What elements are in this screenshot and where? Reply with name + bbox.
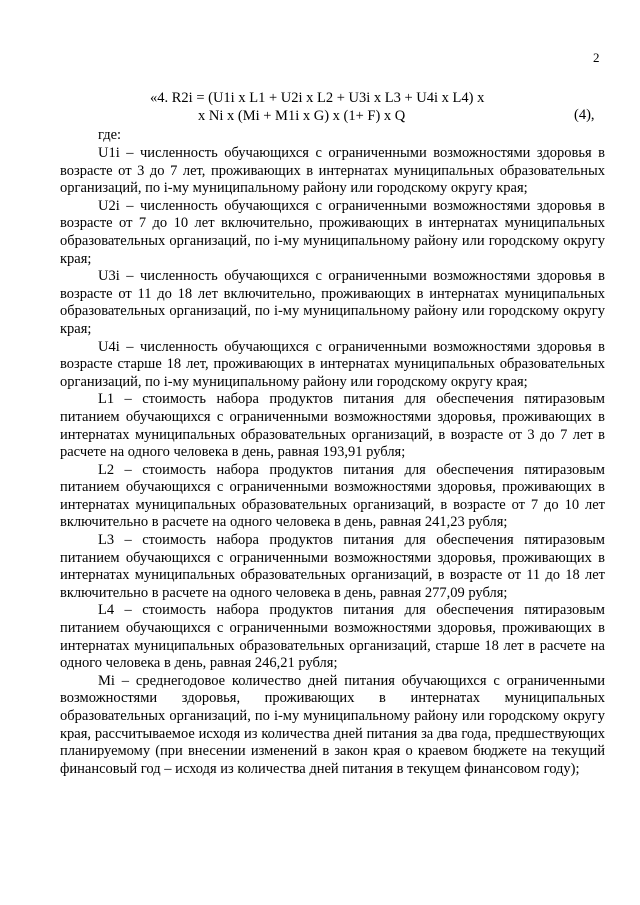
definition-mi: Mi – среднегодовое количество дней питания обучающихся с ограниченными возможностями здоровья, проживающих в интернатах муниципальных образовательных организаций, по i-му муниципальному району или городскому округу края, рассчитываемое исходя из количества дней питания за два года, предшествующих планируемому (при внесении изменений в закон края о краевом бюджете на текущий финансовый год – исходя из количества дней питания в текущем финансовом году); [60, 672, 605, 777]
definitions-body [60, 145, 605, 778]
definition-u2i: U2i – численность обучающихся с ограниченными возможностями здоровья в возрасте от 7 до 10 лет включительно, проживающих в интернатах муниципальных образовательных организаций, по i-му муниципальному району или городскому округу края; [60, 197, 605, 267]
formula-line-1: «4. R2i = (U1i х L1 + U2i х L2 + U3i х L3 + U4i х L4) х [150, 90, 485, 106]
formula-number: (4), [574, 107, 595, 123]
definition-l2: L2 – стоимость набора продуктов питания для обеспечения пятиразовым питанием обучающихся с ограниченными возможностями здоровья, проживающих в интернатах муниципальных образовательных организаций, в возрасте от 7 до 10 лет включительно в расчете на одного человека в день, равная 241,23 рубля; [60, 461, 605, 531]
definition-l4: L4 – стоимость набора продуктов питания для обеспечения пятиразовым питанием обучающихся с ограниченными возможностями здоровья, проживающих в интернатах муниципальных образовательных организаций, старше 18 лет в расчете на одного человека в день, равная 246,21 рубля; [60, 602, 605, 672]
definition-u1i: U1i – численность обучающихся с ограниченными возможностями здоровья в возрасте от 3 до 7 лет, проживающих в интернатах муниципальных образовательных организаций, по i-му муниципальному району или городскому округу края; [60, 145, 605, 197]
definition-l3: L3 – стоимость набора продуктов питания для обеспечения пятиразовым питанием обучающихся с ограниченными возможностями здоровья, проживающих в интернатах муниципальных образовательных организаций, в возрасте от 11 до 18 лет включительно в расчете на одного человека в день, равная 277,09 рубля; [60, 532, 605, 601]
definition-l1: L1 – стоимость набора продуктов питания для обеспечения пятиразовым питанием обучающихся с ограниченными возможностями здоровья, проживающих в интернатах муниципальных образовательных организаций, в возрасте от 3 до 7 лет в расчете на одного человека в день, равная 193,91 рубля; [60, 391, 605, 461]
where-label: где: [98, 127, 122, 143]
formula-line-2: х Ni х (Mi + M1i х G) х (1+ F) х Q [198, 108, 406, 124]
definition-u4i: U4i – численность обучающихся с ограниченными возможностями здоровья в возрасте старше 18 лет, проживающих в интернатах муниципальных образовательных организаций, по i-му муниципальному району или городскому округу края; [60, 338, 605, 390]
definition-u3i: U3i – численность обучающихся с ограниченными возможностями здоровья в возрасте от 11 до 18 лет включительно, проживающих в интернатах муниципальных образовательных организаций, по i-му муниципальному району или городскому округу края; [60, 268, 605, 337]
page-number: 2 [593, 50, 600, 65]
